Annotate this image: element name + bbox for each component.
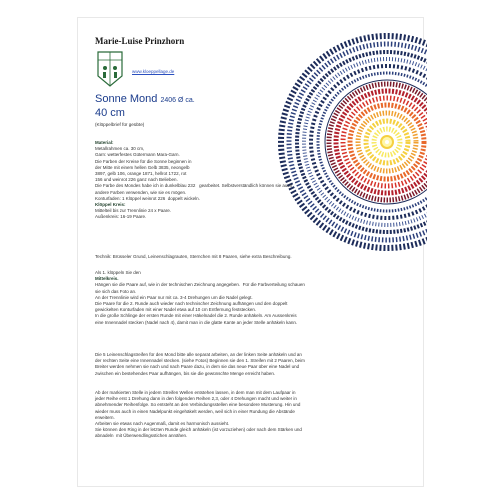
instructions-mond [95,352,405,377]
mittelkreis-heading: Mittelkreis. [95,276,119,282]
technik-line [95,254,405,260]
instruction-line: jeder Reihe erst 1 Drehung dann in den folgenden Reihen 2,3, oder 4 Drehungen macht und weiter in [95,396,297,402]
instruction-line: wieder muss auch in einen Nadelpunkt eingehäkelt werden, weil sich in einer Rundung die Abstände [95,408,295,414]
intro-line: Als 1. klöppeln Sie den [95,270,141,275]
instruction-line: Hängen sie die Paare auf, wie in der technischen Zeichnung angegeben. Für die Farbverteilung schauen [95,282,305,288]
instructions-mittelkreis [95,270,405,326]
material-line: der Mitte mit einem hellen Gelb 3835, neongelb [95,164,190,170]
material-heading: Material: [95,140,114,145]
instruction-line: Arbeiten sie etwas nach Augenmaß, damit es harmonisch aussieht. [95,421,230,427]
material-section [95,140,405,221]
title-number: 2406 Ø ca. [160,97,195,104]
material-line: andere Farben verwenden, wie sie es mögen. [95,189,187,195]
title-main: Sonne Mond [95,93,158,105]
instruction-line: Die 5 Leinenschlagstreifen für den Mond bitte alle separat arbeiten, an der linken Seite anhäkeln und an [95,352,302,357]
material-line: Metallrahmen ca. 30 cm, [95,146,145,152]
kloeppel-line: Außenkreis: 16-19 Paare. [95,214,147,220]
material-line: 156 und weinrot 226 ganz nach Belieben. [95,177,178,183]
instruction-line: In die große Schlinge der ersten Runde mit einer Häkelnadel die 2. Runde anhäkeln. Am Aussenkreis [95,313,297,319]
instruction-line: Sie können den Ring in der letzten Runde gleich anhäkeln (ist vorzuziehen) oder nach dem Stärken und [95,427,302,433]
logo-icon [95,50,125,88]
material-line: Die Farbe des Mondes habe ich in dunkelblau 232 gearbeitet. Selbstverständlich können sie auch [95,183,293,189]
website-link[interactable]: www.kloeppellage.de [132,69,175,74]
instruction-line: erweitern. [95,414,115,420]
instructions-wellen [95,390,405,440]
author-name: Marie-Luise Prinzhorn [95,36,185,46]
instruction-line: gewickelten Konturfaden mit einer Nadel etwa auf 10 cm Entfernung feststecken. [95,307,257,313]
title-size: 40 cm [95,107,125,119]
kontur-line: Konturfaden: 1 Klöppel weinrot 226 doppelt wickeln. [95,195,200,201]
instruction-line: Breiter werden nehmen sie nach und nach Paare dazu, in dem sie das neue Paar über eine Nadel und [95,364,300,370]
instruction-line: Ab der markierten Stelle in jedem Streifen Wellen entstehen lassen, in dem man mit dem Laufpaar in [95,390,296,395]
instruction-line: eine Innennadel stecken (Nadel nach 4), damit man in die glatte Kante an jeder Stelle anhäkeln kann. [95,319,298,325]
kloeppel-line: Mittelteil bis zur Trennlinie 24 x Paare. [95,208,172,214]
subtitle: (Klöppelbrief für geübte) [95,122,145,127]
pattern-title [95,93,285,120]
technik-text: Technik: Brüsseler Grund, Leinenschlagrauten, Sternchen mit 8 Paaren, siehe extra Beschreibung. [95,254,292,259]
instruction-line: der rechten Seite eine Innennadel stecken. (siehe Fotos) Beginnen sie den 1. Streifen mit 2 Paaren, beim [95,358,305,364]
instruction-line: abnadeln mit Überwendlingsstichen annähen. [95,433,188,439]
material-line: 3897, gelb 106, orange 1871, hellrot 1722, rot [95,171,187,177]
instruction-line: sie sich das Foto an. [95,288,137,294]
instruction-line: zwischen ein bestehendes Paar aufhängen, bis sie die gewünschte Menge erreicht haben. [95,370,276,376]
material-line: Garn: wetterfestes Gütermann Mara-Garn. [95,152,180,158]
material-line: Die Farben der Kreise für die Sonne beginnen in [95,158,192,164]
instruction-line: abnehmender Reihenfolge. So entsteht an den Verbindungsstellen eine besondere Musterung. Hin und [95,402,301,408]
instruction-line: Die Paare für die 2. Runde auch wieder nach technischer Zeichnung aufhängen und den doppelt [95,301,288,307]
kloeppel-heading: Klöppel Kreis: [95,202,126,208]
instruction-line: An der Trennlinie wird ein Paar nur mit ca. 3-4 Drehungen um die Nadel gelegt. [95,294,253,300]
